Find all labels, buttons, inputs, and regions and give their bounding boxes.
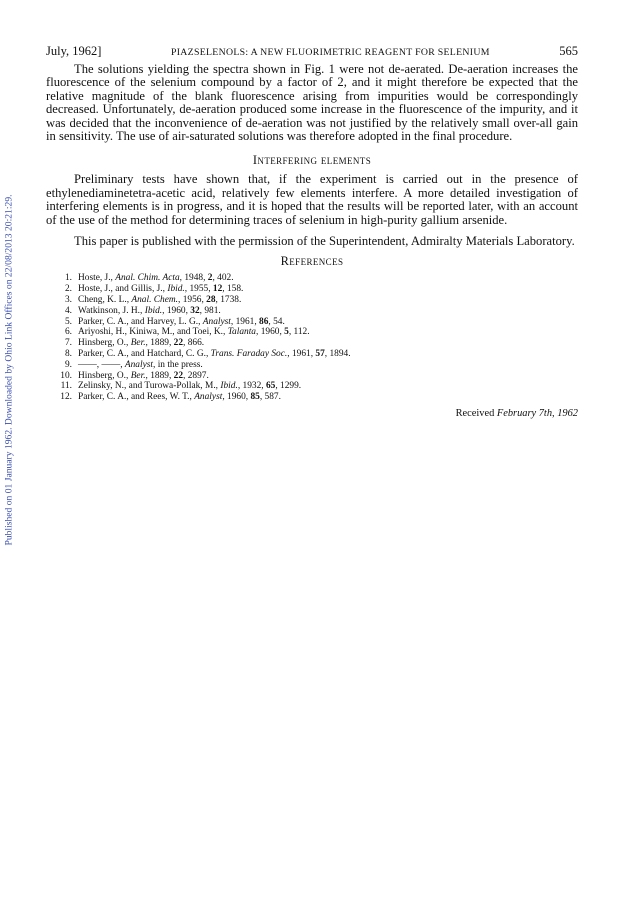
download-watermark-text: Published on 01 January 1962. Downloaded by Ohio Link Offices on 22/08/2013 20:21:29. bbox=[3, 194, 15, 546]
reference-text bbox=[78, 349, 351, 360]
reference-volume: 85 bbox=[250, 392, 260, 403]
reference-year: , 1961, bbox=[287, 349, 316, 360]
reference-number: 2. bbox=[64, 284, 72, 295]
reference-authors: Hinsberg, O., bbox=[78, 370, 131, 381]
reference-authors: Parker, C. A., and Rees, W. T., bbox=[78, 392, 195, 403]
reference-page: , 402. bbox=[212, 273, 234, 284]
reference-number: 9. bbox=[64, 359, 72, 370]
reference-page: , 1894. bbox=[324, 349, 351, 360]
reference-journal: Analyst bbox=[124, 359, 153, 370]
reference-journal: Anal. Chim. Acta bbox=[115, 273, 180, 284]
reference-year: , 1961, bbox=[230, 316, 260, 327]
reference-volume: 57 bbox=[315, 349, 325, 360]
reference-authors: ——, ——, bbox=[78, 359, 125, 370]
reference-authors: Watkinson, J. H., bbox=[78, 305, 145, 316]
reference-authors: Hinsberg, O., bbox=[78, 338, 131, 349]
reference-volume: 22 bbox=[173, 370, 184, 381]
reference-journal: Ibid. bbox=[167, 284, 185, 295]
reference-text bbox=[78, 338, 204, 349]
reference-text bbox=[78, 284, 243, 295]
reference-number: 6. bbox=[64, 327, 72, 338]
reference-item bbox=[50, 317, 578, 328]
reference-volume: 86 bbox=[259, 316, 269, 327]
reference-page: , 866. bbox=[183, 338, 205, 349]
reference-number: 7. bbox=[64, 338, 72, 349]
reference-text bbox=[78, 392, 281, 403]
reference-item bbox=[50, 360, 578, 371]
reference-authors: Hoste, J., and Gillis, J., bbox=[78, 284, 168, 295]
reference-volume: 32 bbox=[190, 305, 200, 316]
reference-year: , 1960, bbox=[162, 305, 191, 316]
reference-text bbox=[78, 273, 234, 284]
reference-year: , 1960, bbox=[256, 327, 285, 338]
reference-journal: Ber. bbox=[130, 370, 146, 381]
paragraph-deaeration: The solutions yielding the spectra shown in Fig. 1 were not de-aerated. De-aeration increases the fluorescence of the selenium compound by a factor of 2, and it might therefore be expected that the relative magnitude of the blank fluorescence arising from impurities would be correspondingly decreased. Unfortunately, de-aeration produced some increase in the fluorescence of the impurity, and it was decided that the inconvenience of de-aeration was not justified by the relatively small over-all gain in sensitivity. The use of air-saturated solutions was therefore adopted in the final procedure. bbox=[46, 62, 578, 144]
reference-volume: 22 bbox=[173, 338, 184, 349]
reference-year: , 1889, bbox=[145, 370, 174, 381]
reference-journal: Talanta bbox=[227, 327, 256, 338]
reference-text bbox=[78, 371, 209, 382]
reference-list bbox=[46, 273, 578, 403]
reference-item bbox=[50, 349, 578, 360]
reference-volume: 2 bbox=[207, 273, 213, 284]
running-header bbox=[46, 44, 578, 59]
reference-year: , 1889, bbox=[145, 338, 174, 349]
reference-volume: 5 bbox=[284, 327, 289, 338]
reference-text bbox=[78, 317, 285, 328]
reference-authors: Parker, C. A., and Harvey, L. G., bbox=[78, 316, 203, 327]
reference-page: , 587. bbox=[259, 392, 281, 403]
reference-number: 1. bbox=[64, 273, 72, 284]
paragraph-acknowledgement: This paper is published with the permission of the Superintendent, Admiralty Materials Laboratory. bbox=[74, 234, 575, 249]
reference-page: , 54. bbox=[268, 316, 285, 327]
reference-volume: 65 bbox=[265, 381, 276, 392]
reference-page: , 2897. bbox=[183, 370, 209, 381]
reference-item bbox=[50, 273, 578, 284]
reference-page: , 1299. bbox=[275, 381, 302, 392]
reference-year: , 1956, bbox=[178, 295, 207, 306]
reference-volume: 12 bbox=[212, 284, 223, 295]
reference-year: , 1932, bbox=[237, 381, 266, 392]
reference-journal: Analyst bbox=[202, 316, 231, 327]
received-date: February 7th, 1962 bbox=[496, 408, 578, 420]
reference-text bbox=[78, 360, 203, 371]
reference-authors: Ariyoshi, H., Kiniwa, M., and Toei, K., bbox=[78, 327, 228, 338]
reference-item bbox=[50, 392, 578, 403]
header-title: PIAZSELENOLS: A NEW FLUORIMETRIC REAGENT FOR SELENIUM bbox=[171, 47, 490, 58]
reference-text bbox=[78, 306, 221, 317]
reference-page: , 112. bbox=[288, 327, 310, 338]
paragraph-interference: Preliminary tests have shown that, if the experiment is carried out in the presence of ethylenediaminetetra-acetic acid, relatively few elements interfere. A more detailed investigation of interfering elements is in progress, and it is hoped that the results will be reported later, with an account of the use of the method for determining traces of selenium in high-purity gallium arsenide. bbox=[46, 172, 578, 227]
reference-item bbox=[50, 371, 578, 382]
reference-item bbox=[50, 295, 578, 306]
reference-year: , 1948, bbox=[179, 273, 208, 284]
header-date: July, 1962] bbox=[46, 44, 102, 58]
reference-authors: Parker, C. A., and Hatchard, C. G., bbox=[78, 349, 211, 360]
reference-item bbox=[50, 284, 578, 295]
reference-item bbox=[50, 381, 578, 392]
reference-number: 12. bbox=[60, 392, 72, 403]
journal-page bbox=[46, 44, 578, 419]
reference-item bbox=[50, 306, 578, 317]
reference-number: 8. bbox=[64, 349, 72, 360]
reference-authors: Hoste, J., bbox=[78, 273, 116, 284]
reference-volume: 28 bbox=[206, 295, 216, 306]
reference-year: , 1960, bbox=[222, 392, 251, 403]
reference-authors: Zelinsky, N., and Turowa-Pollak, M., bbox=[78, 381, 221, 392]
reference-journal: Ibid. bbox=[220, 381, 238, 392]
reference-year: , 1955, bbox=[184, 284, 213, 295]
page-number: 565 bbox=[559, 44, 578, 58]
references-heading: References bbox=[280, 254, 344, 269]
reference-journal: Analyst bbox=[194, 392, 223, 403]
received-label: Received bbox=[455, 408, 497, 420]
reference-item bbox=[50, 338, 578, 349]
reference-number: 11. bbox=[60, 381, 72, 392]
section-heading-interfering: Interfering elements bbox=[252, 153, 372, 168]
reference-page: , 1738. bbox=[215, 295, 242, 306]
reference-year: , in the press. bbox=[153, 359, 203, 370]
reference-number: 3. bbox=[64, 295, 72, 306]
reference-authors: Cheng, K. L., bbox=[78, 295, 132, 306]
reference-number: 10. bbox=[60, 370, 72, 381]
reference-item bbox=[50, 327, 578, 338]
reference-journal: Ibid. bbox=[144, 305, 163, 316]
reference-text bbox=[78, 381, 301, 392]
reference-journal: Ber. bbox=[130, 338, 146, 349]
received-line bbox=[46, 408, 578, 419]
reference-journal: Anal. Chem. bbox=[131, 295, 179, 306]
reference-number: 5. bbox=[64, 316, 72, 327]
reference-number: 4. bbox=[64, 305, 72, 316]
reference-journal: Trans. Faraday Soc. bbox=[210, 349, 288, 360]
reference-page: , 981. bbox=[199, 305, 221, 316]
reference-text bbox=[78, 327, 310, 338]
reference-text bbox=[78, 295, 241, 306]
download-watermark bbox=[0, 160, 18, 580]
reference-page: , 158. bbox=[222, 284, 244, 295]
